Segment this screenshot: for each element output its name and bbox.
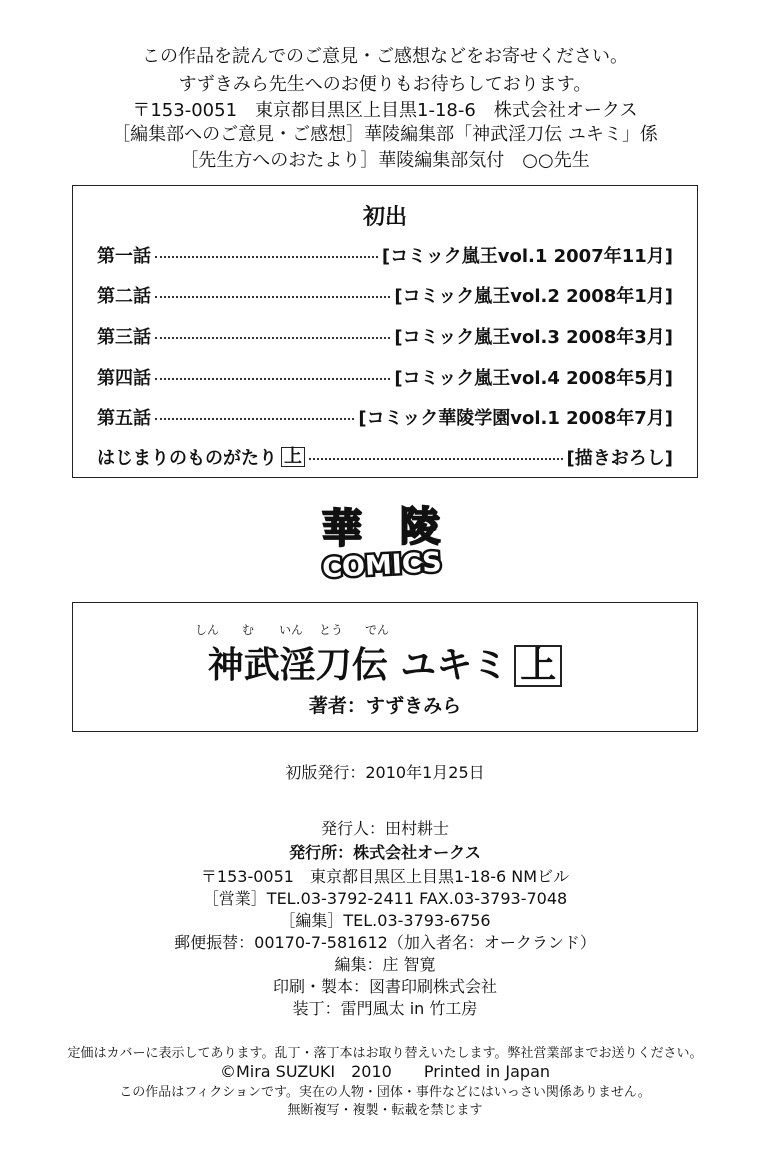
episode-title: 第四話 [97, 368, 151, 389]
letters-line-1: この作品を読んでのご意見・ご感想などをお寄せください。 [142, 46, 628, 67]
letters-line-2: すずきみら先生へのお便りもお待ちしております。 [178, 74, 592, 95]
episode-source: [コミック嵐王vol.4 2008年5月] [394, 368, 673, 389]
volume-badge: 上 [281, 447, 305, 467]
episode-row [97, 404, 673, 430]
leader-dots [155, 337, 390, 339]
book-title [73, 637, 697, 688]
letters-editorial: ［編集部へのご意見・ご感想］華陵編集部「神武淫刀伝 ユキミ」係 [112, 124, 658, 145]
postal-transfer: 郵便振替：00170-7-581612（加入者名：オークランド） [174, 933, 596, 952]
leader-dots [155, 296, 390, 298]
episode-row [97, 444, 673, 470]
sales-contact: ［営業］TEL.03-3792-2411 FAX.03-3793-7048 [202, 889, 568, 908]
letters-authors: ［先生方へのおたより］華陵編集部気付 ○○先生 [180, 150, 590, 171]
first-edition-date: 初版発行：2010年1月25日 [285, 763, 485, 782]
logo-kanji-2: 陵 [400, 504, 440, 550]
first-publication-box [72, 185, 698, 478]
ruby-text: しん [195, 623, 220, 637]
printing-credit: 印刷・製本：図書印刷株式会社 [272, 977, 497, 996]
fiction-note: この作品はフィクションです。実在の人物・団体・事件などにはいっさい関係ありません。 [119, 1085, 651, 1100]
ruby-text: いん [279, 623, 304, 637]
editor-credit: 編集：庄 智寛 [334, 955, 436, 974]
ruby-text: でん [365, 623, 390, 637]
episode-title: 第五話 [97, 408, 151, 429]
leader-dots [155, 256, 378, 258]
karyou-comics-logo [320, 500, 445, 584]
logo-kanji-1: 華 [322, 506, 362, 552]
reproduction-note: 無断複写・複製・転載を禁じます [287, 1103, 483, 1118]
author-line [73, 691, 697, 718]
author-label: 著者： [308, 695, 366, 717]
price-note: 定価はカバーに表示してあります。乱丁・落丁本はお取り替えいたします。弊社営業部までお送りください。 [67, 1046, 703, 1061]
episode-title: 第一話 [97, 246, 151, 267]
publisher-company: 発行所：株式会社オークス [289, 843, 481, 862]
design-credit: 装丁：雷門風太 in 竹工房 [292, 999, 478, 1018]
episode-source: [描きおろし] [566, 448, 673, 469]
episode-source: [コミック嵐王vol.1 2007年11月] [381, 246, 673, 267]
episode-source: [コミック嵐王vol.3 2008年3月] [394, 327, 673, 348]
leader-dots [155, 418, 354, 420]
episode-row [97, 323, 673, 349]
leader-dots [155, 378, 390, 380]
episode-title: 第二話 [97, 286, 151, 307]
copyright-line: ©Mira SUZUKI 2010 Printed in Japan [219, 1062, 551, 1081]
episode-source: [コミック華陵学園vol.1 2008年7月] [358, 408, 673, 429]
episode-row [97, 242, 673, 268]
publisher-address: 〒153-0051 東京都目黒区上目黒1-18-6 NMビル [200, 867, 570, 886]
ruby-text: とう [319, 623, 344, 637]
editorial-contact: ［編集］TEL.03-3793-6756 [279, 911, 491, 930]
logo-word: COMICS [321, 546, 443, 584]
episode-row [97, 282, 673, 308]
author-name: すずきみら [365, 695, 462, 717]
letters-address: 〒153-0051 東京都目黒区上目黒1-18-6 株式会社オークス [132, 100, 638, 121]
episode-title: 第三話 [97, 327, 151, 348]
publisher-person: 発行人：田村耕士 [320, 819, 449, 838]
title-box [72, 602, 698, 732]
leader-dots [309, 458, 563, 460]
ruby-text: む [242, 623, 255, 637]
episode-title: はじまりのものがたり [97, 448, 277, 469]
book-title-text: 神武淫刀伝 ユキミ [207, 645, 509, 686]
episode-row [97, 364, 673, 390]
first-publication-heading: 初出 [362, 205, 407, 230]
volume-badge: 上 [514, 645, 562, 687]
episode-source: [コミック嵐王vol.2 2008年1月] [394, 286, 673, 307]
